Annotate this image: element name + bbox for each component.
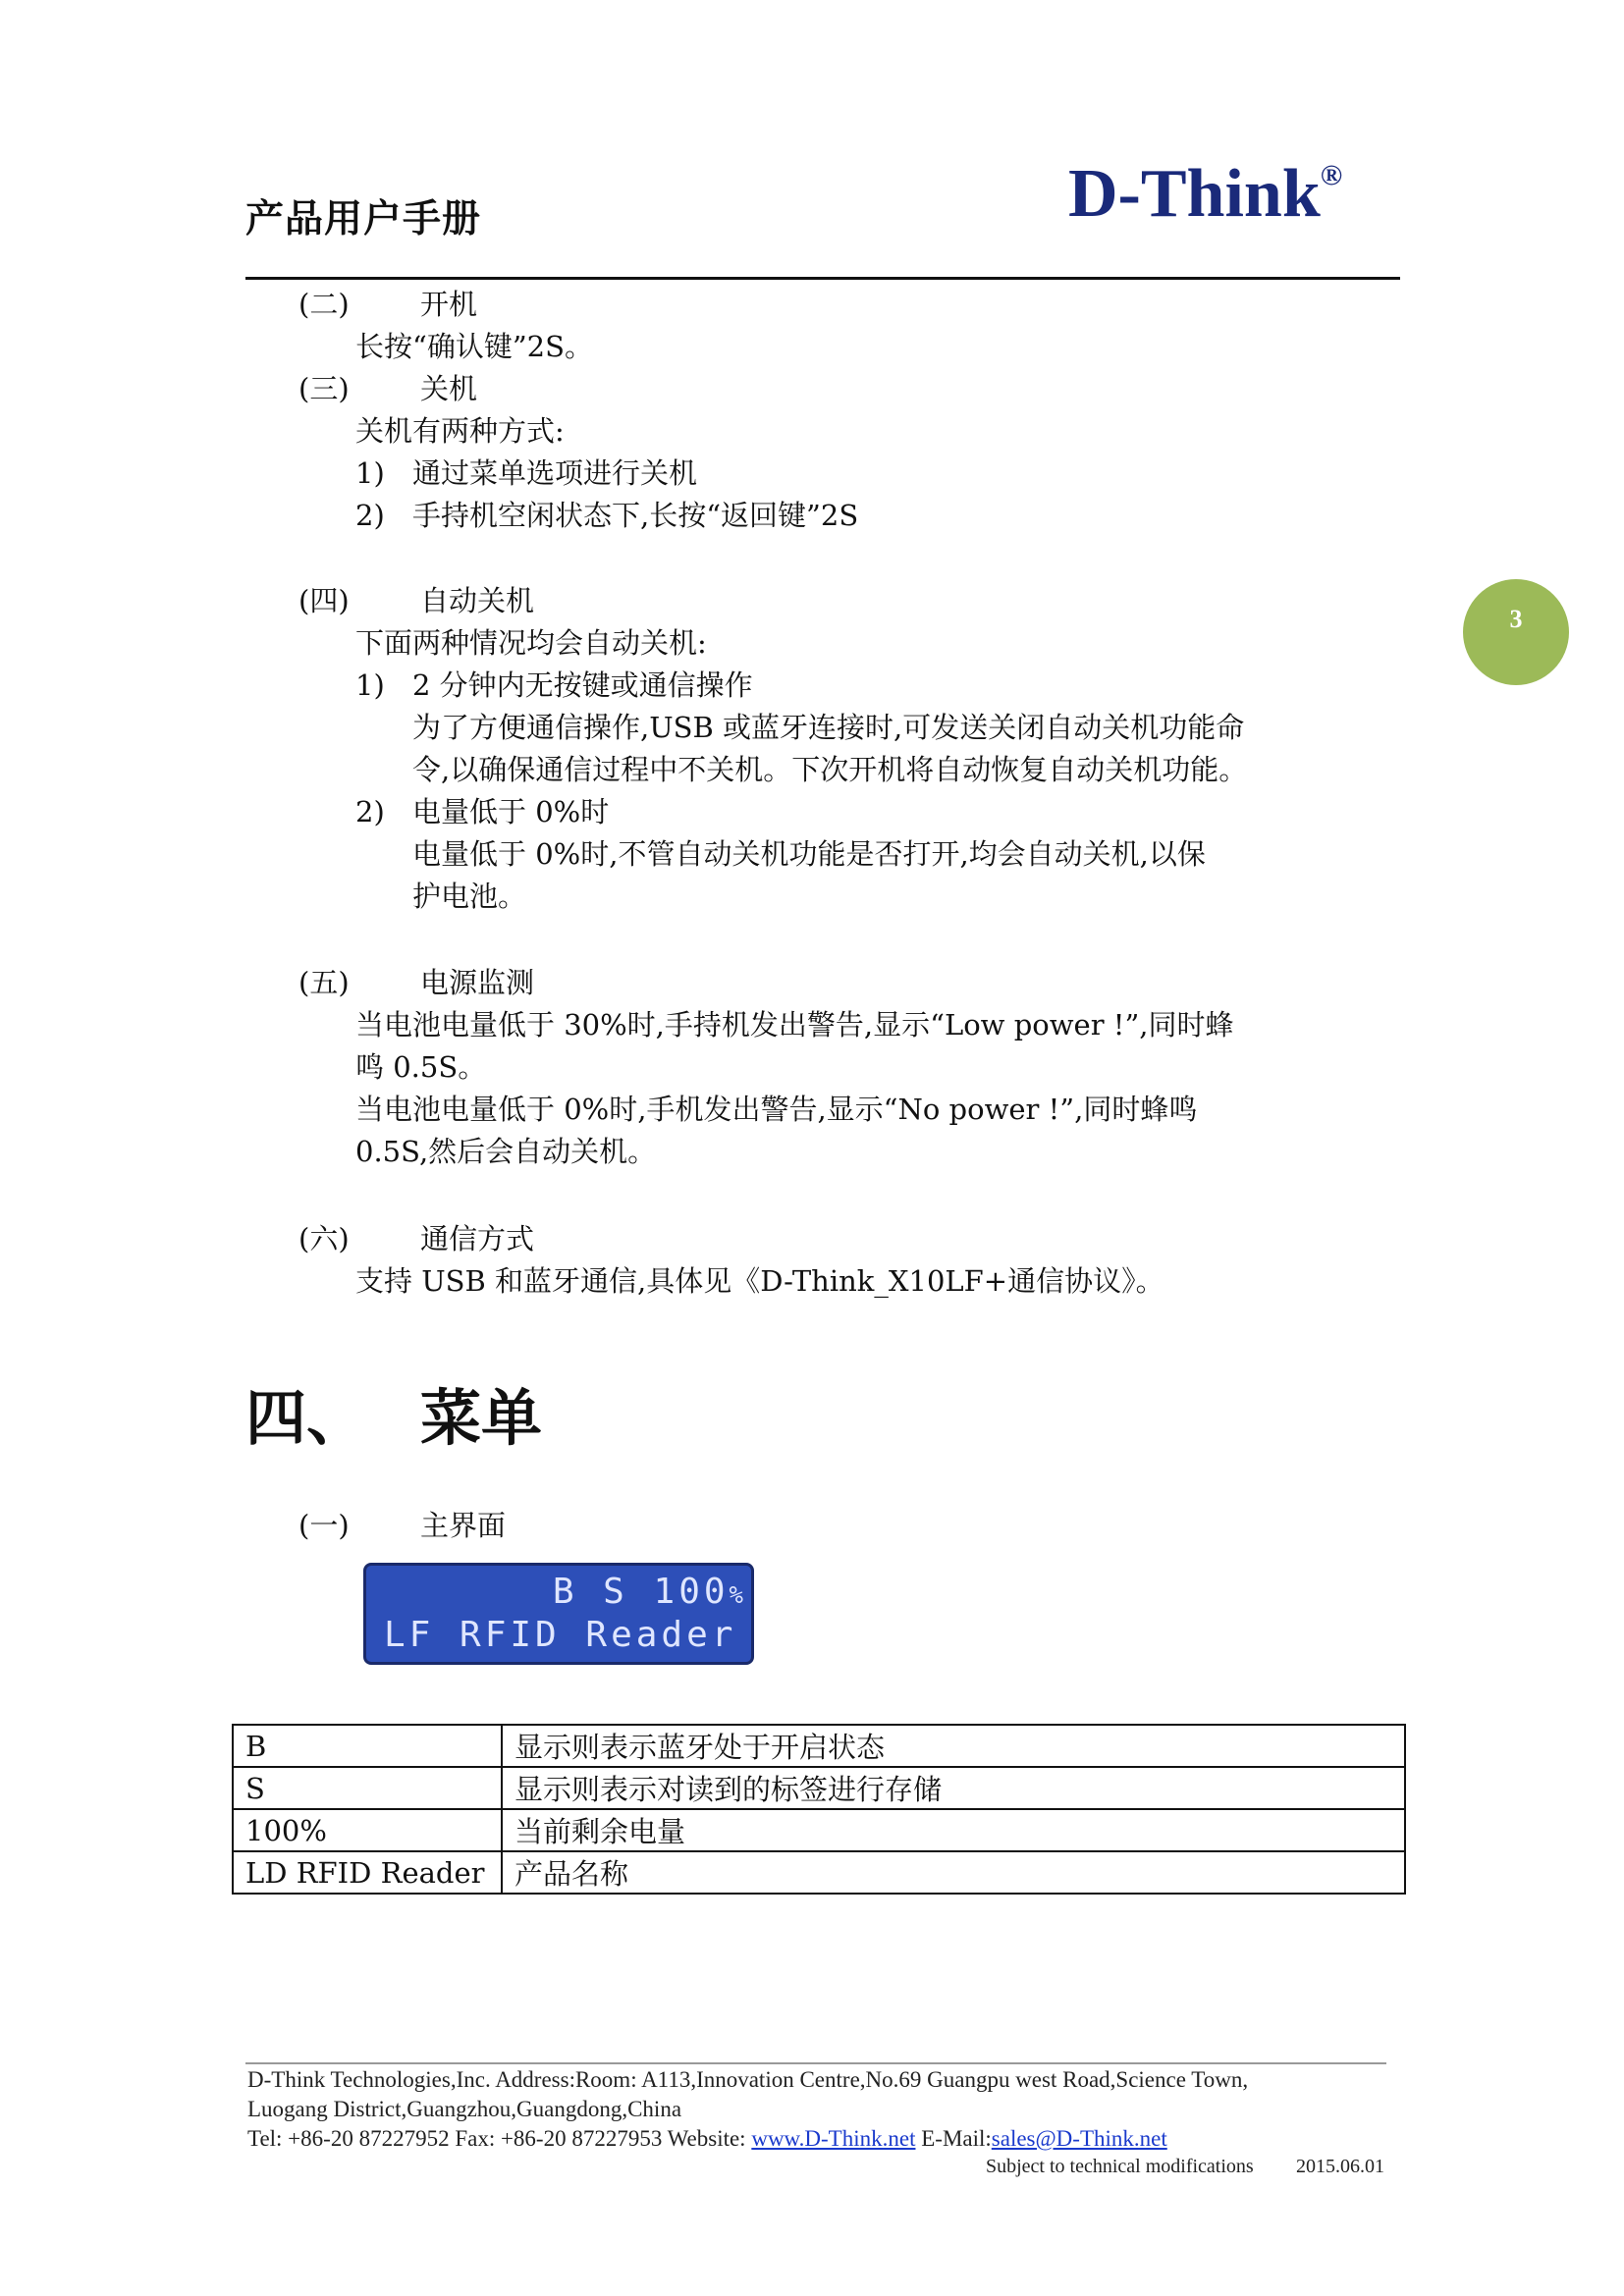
footer-date: 2015.06.01 xyxy=(1296,2156,1384,2177)
paragraph-line: 护电池。 xyxy=(412,880,527,913)
section-title: 主界面 xyxy=(420,1509,507,1542)
section-title: 开机 xyxy=(420,288,478,321)
paragraph-line: 当电池电量低于 30%时,手持机发出警告,显示“Low power !”,同时蜂 xyxy=(355,1008,1234,1041)
table-cell-key: 100% xyxy=(233,1809,502,1851)
paragraph-line: 鸣 0.5S。 xyxy=(355,1050,487,1084)
list-item-text: 手持机空闲状态下,长按“返回键”2S xyxy=(412,499,859,532)
footer-phone-fax: Tel: +86-20 87227952 Fax: +86-20 87227953 Website: xyxy=(247,2126,752,2151)
paragraph-line: 关机有两种方式: xyxy=(355,414,565,448)
list-item-number: 1) xyxy=(355,456,385,490)
chapter-number: 四、 xyxy=(245,1382,368,1454)
footer-note: Subject to technical modifications xyxy=(986,2156,1254,2177)
section-title: 关机 xyxy=(420,372,478,405)
list-item-text: 通过菜单选项进行关机 xyxy=(412,456,698,490)
footer-address-line: Luogang District,Guangzhou,Guangdong,China xyxy=(247,2097,682,2121)
paragraph-line: 为了方便通信操作,USB 或蓝牙连接时,可发送关闭自动关机功能命 xyxy=(412,711,1245,744)
list-item-text: 2 分钟内无按键或通信操作 xyxy=(412,668,753,702)
document-title: 产品用户手册 xyxy=(245,197,482,241)
section-number: (一) xyxy=(298,1509,350,1542)
email-label: E-Mail: xyxy=(915,2126,992,2151)
display-legend-table xyxy=(232,1724,1406,1895)
paragraph-line: 令,以确保通信过程中不关机。下次开机将自动恢复自动关机功能。 xyxy=(412,753,1248,786)
paragraph-line: 支持 USB 和蓝牙通信,具体见《D-Think_X10LF+通信协议》。 xyxy=(355,1264,1164,1298)
section-title: 电源监测 xyxy=(420,966,535,999)
table-cell-value: 显示则表示对读到的标签进行存储 xyxy=(502,1767,1405,1809)
paragraph-line: 电量低于 0%时,不管自动关机功能是否打开,均会自动关机,以保 xyxy=(412,837,1206,871)
table-cell-value: 当前剩余电量 xyxy=(502,1809,1405,1851)
section-title: 自动关机 xyxy=(420,584,535,617)
footer-contact-line xyxy=(247,2124,1167,2154)
lcd-screen xyxy=(363,1563,754,1665)
registered-mark: ® xyxy=(1320,158,1343,191)
table-cell-key: S xyxy=(233,1767,502,1809)
paragraph-line: 当电池电量低于 0%时,手机发出警告,显示“No power !”,同时蜂鸣 xyxy=(355,1093,1198,1126)
list-item-number: 1) xyxy=(355,668,385,702)
lcd-percent-sign: % xyxy=(729,1581,743,1609)
list-item-number: 2) xyxy=(355,795,385,828)
email-link[interactable]: sales@D-Think.net xyxy=(991,2126,1167,2151)
section-title: 通信方式 xyxy=(420,1222,535,1255)
table-row xyxy=(233,1767,1405,1809)
table-cell-value: 产品名称 xyxy=(502,1851,1405,1894)
footer-address-line: D-Think Technologies,Inc. Address:Room: A113,Innovation Centre,No.69 Guangpu west Road,Science Town, xyxy=(247,2067,1249,2092)
section-number: (五) xyxy=(298,966,350,999)
list-item-text: 电量低于 0%时 xyxy=(412,795,610,828)
logo-text: D-Think xyxy=(1068,156,1321,232)
section-number: (三) xyxy=(298,372,350,405)
footer-divider xyxy=(245,2062,1386,2064)
table-cell-key: LD RFID Reader xyxy=(233,1851,502,1894)
page-number-badge: 3 xyxy=(1463,579,1569,685)
lcd-product-name: LF RFID Reader xyxy=(384,1615,737,1655)
section-number: (二) xyxy=(298,288,350,321)
paragraph-line: 下面两种情况均会自动关机: xyxy=(355,626,707,660)
table-row xyxy=(233,1809,1405,1851)
table-row xyxy=(233,1851,1405,1894)
paragraph-line: 长按“确认键”2S。 xyxy=(355,330,593,363)
list-item-number: 2) xyxy=(355,499,385,532)
paragraph-line: 0.5S,然后会自动关机。 xyxy=(355,1135,657,1168)
website-link[interactable]: www.D-Think.net xyxy=(751,2126,916,2151)
header-divider xyxy=(245,277,1400,280)
chapter-title: 菜单 xyxy=(420,1382,543,1454)
table-row xyxy=(233,1725,1405,1767)
company-logo xyxy=(1068,155,1342,234)
section-number: (四) xyxy=(298,584,350,617)
lcd-status-row xyxy=(553,1572,743,1612)
table-cell-key: B xyxy=(233,1725,502,1767)
section-number: (六) xyxy=(298,1222,350,1255)
lcd-status-text: B S 100 xyxy=(552,1572,730,1612)
table-cell-value: 显示则表示蓝牙处于开启状态 xyxy=(502,1725,1405,1767)
